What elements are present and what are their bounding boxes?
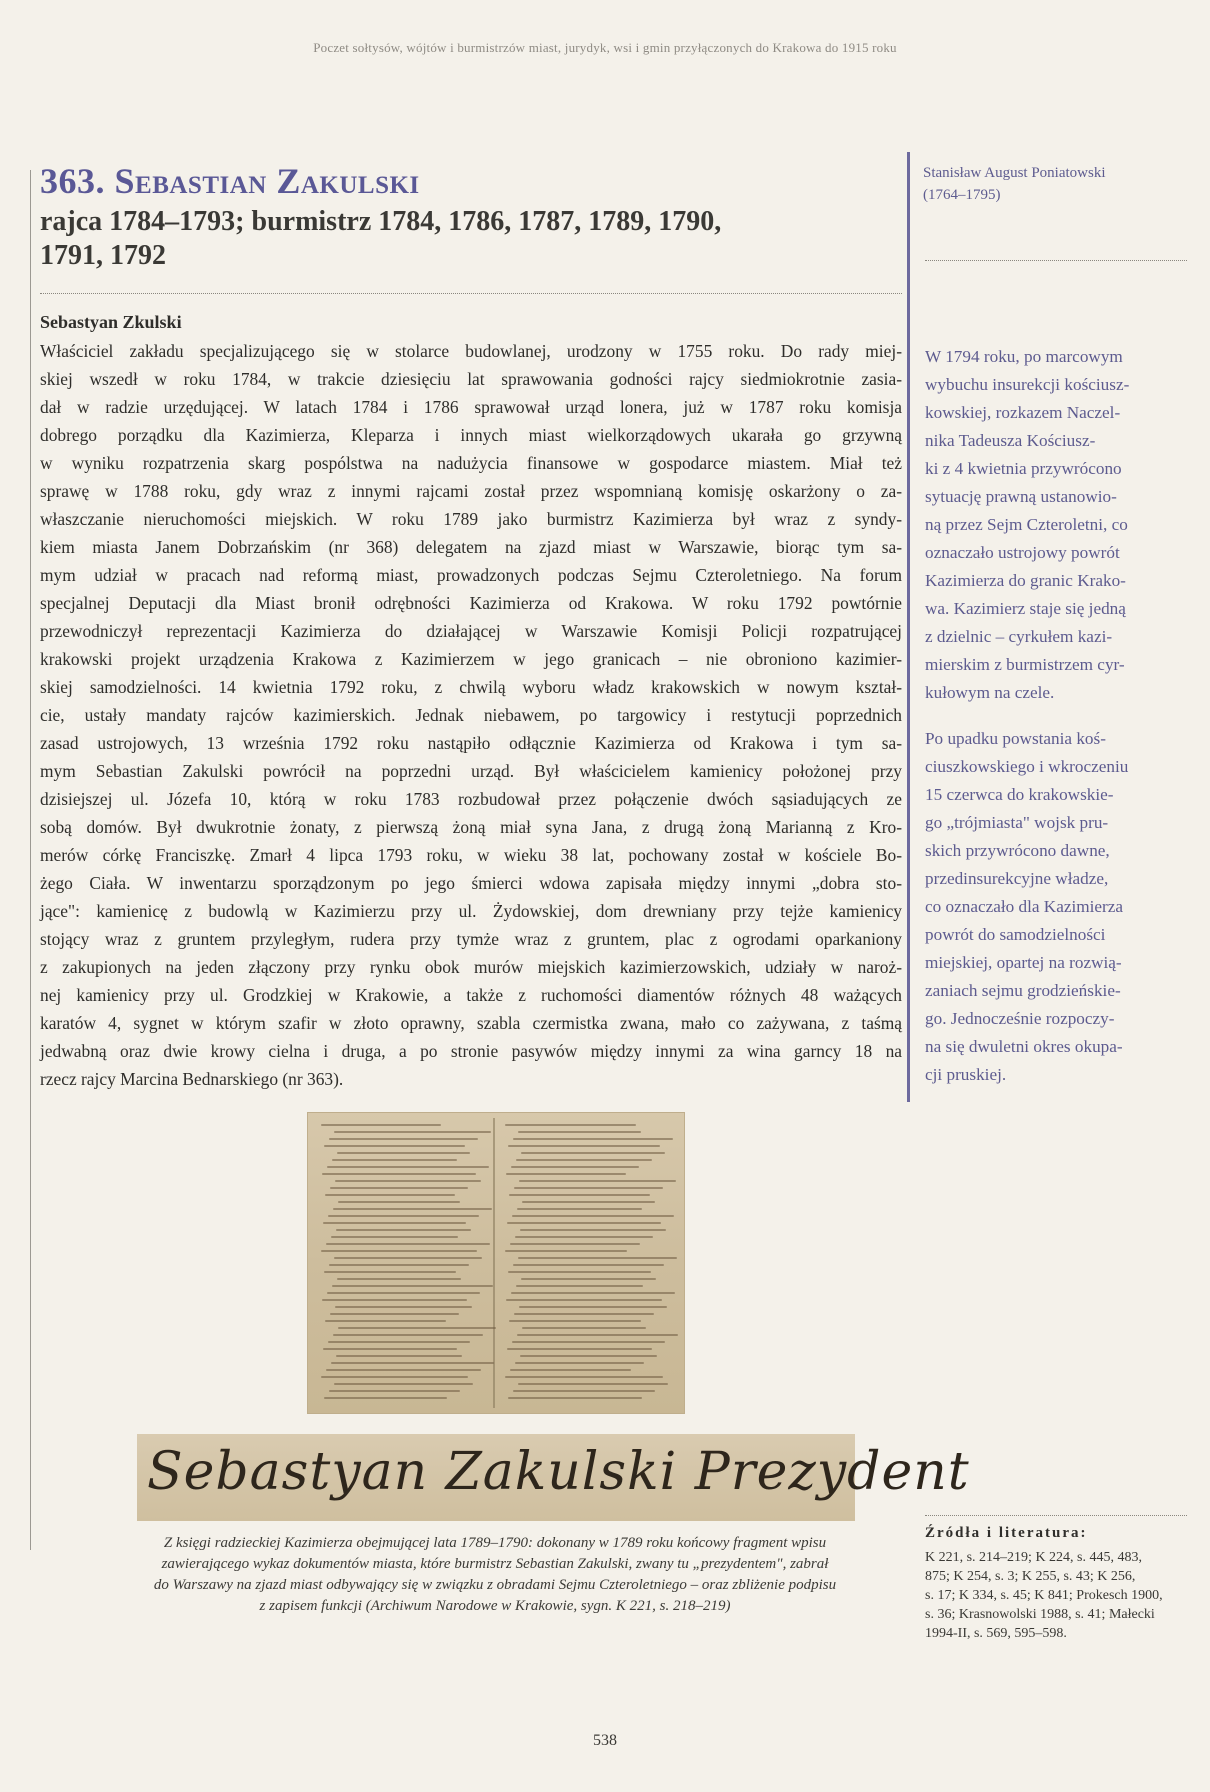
manuscript-handwriting-stroke (329, 1264, 469, 1266)
body-line: przewodniczył reprezentacji Kazimierza do działającej w Warszawie Komisji Policji rozpatrującej (40, 621, 902, 641)
manuscript-handwriting-stroke (338, 1327, 496, 1329)
manuscript-handwriting-stroke (517, 1208, 642, 1210)
manuscript-handwriting-stroke (508, 1271, 651, 1273)
body-line: dał w radzie urzędującej. W latach 1784 i 1786 sprawował urząd lonera, już w 1787 roku komisja (40, 397, 902, 417)
manuscript-handwriting-stroke (509, 1194, 650, 1196)
manuscript-handwriting-stroke (516, 1285, 643, 1287)
manuscript-handwriting-stroke (327, 1292, 480, 1294)
sidebar-line: oznaczało ustrojowy powrót (925, 543, 1120, 562)
manuscript-handwriting-stroke (513, 1264, 664, 1266)
body-line: z zakupionych na jeden złączony przy rynku obok murów miejskich kazimierzowskich, udziały w naroż- (40, 957, 902, 977)
entry-number: 363. (40, 161, 105, 201)
monarch-years: (1764–1795) (923, 187, 1001, 203)
manuscript-handwriting-stroke (333, 1334, 483, 1336)
sidebar-line: mierskim z burmistrzem cyr- (925, 655, 1125, 674)
manuscript-handwriting-stroke (328, 1341, 470, 1343)
sidebar-line: powrót do samodzielności (925, 925, 1106, 944)
source-line: s. 17; K 334, s. 45; K 841; Prokesch 1900, (925, 1588, 1163, 1603)
manuscript-handwriting-stroke (337, 1278, 461, 1280)
body-line: cie, ustały mandaty rajców kazimierskich. Jednak niebawem, po targowicy i restytucji poprzednich (40, 705, 902, 725)
sidebar-line: W 1794 roku, po marcowym (925, 347, 1123, 366)
entry-name: Sebastian Zakulski (114, 161, 420, 201)
sidebar-line: go „trójmiasta" wojsk pru- (925, 813, 1109, 832)
sidebar-line: na się dwuletni okres okupa- (925, 1037, 1123, 1056)
body-line: skiej wszedł w roku 1784, w trakcie dziesięciu lat sprawowania godności rajcy siedmiokrotnie zasia- (40, 369, 902, 389)
body-line: Właściciel zakładu specjalizującego się w stolarce budowlanej, urodzony w 1755 roku. Do rady miej- (40, 341, 902, 361)
body-line: jące": kamienicę z budowlą w Kazimierzu przy ul. Żydowskiej, dom drewniany przy tejże kamienicy (40, 901, 902, 921)
sidebar-line: ki z 4 kwietnia przywrócono (925, 459, 1122, 478)
sidebar-line: sytuację prawną ustanowio- (925, 487, 1117, 506)
manuscript-handwriting-stroke (321, 1250, 477, 1252)
alternate-name: Sebastyan Zkulski (40, 312, 182, 332)
entry-title (40, 160, 880, 202)
manuscript-handwriting-stroke (507, 1348, 652, 1350)
manuscript-handwriting-stroke (522, 1201, 655, 1203)
body-line: mym udział w pracach nad reformą miast, prowadzonych podczas Sejmu Czteroletniego. Na forum (40, 565, 902, 585)
manuscript-handwriting-stroke (515, 1236, 653, 1238)
manuscript-fold (493, 1118, 495, 1408)
body-line: dobrego porządku dla Kazimierza, Kleparza i innych miast wielkorządowych ukarała go grzywną (40, 425, 902, 445)
sidebar-line: z dzielnic – cyrkułem kazi- (925, 627, 1113, 646)
manuscript-handwriting-stroke (517, 1334, 678, 1336)
sidebar-line: zaniach sejmu grodzieńskie- (925, 981, 1121, 1000)
manuscript-handwriting-stroke (324, 1271, 456, 1273)
entry-roles (40, 205, 890, 273)
manuscript-handwriting-stroke (330, 1187, 468, 1189)
manuscript-handwriting-stroke (336, 1229, 471, 1231)
manuscript-handwriting-stroke (511, 1166, 639, 1168)
manuscript-handwriting-stroke (335, 1180, 481, 1182)
sidebar-line: 15 czerwca do krakowskie- (925, 785, 1114, 804)
body-line: kiem miasta Janem Dobrzańskim (nr 368) delegatem na zjazd miast w Warszawie, biorąc tym sa- (40, 537, 902, 557)
manuscript-handwriting-stroke (511, 1292, 675, 1294)
manuscript-handwriting-stroke (338, 1201, 460, 1203)
sidebar-line: wa. Kazimierz staje się jedną (925, 599, 1126, 618)
manuscript-handwriting-stroke (506, 1173, 626, 1175)
manuscript-handwriting-stroke (516, 1159, 652, 1161)
source-line: 1994-II, s. 569, 595–598. (925, 1626, 1067, 1641)
body-line: mym Sebastian Zakulski powrócił na poprzedni urząd. Był właścicielem kamienicy położonej przy (40, 761, 902, 781)
sidebar-paragraph (925, 725, 1187, 1089)
manuscript-handwriting-stroke (321, 1124, 441, 1126)
body-line: jedwabną oraz dwie krowy cielna i druga, a po stronie pasywów między innymi za wina garncy 18 na (40, 1041, 902, 1061)
entry-role-line: rajca 1784–1793; burmistrz 1784, 1786, 1787, 1789, 1790, (40, 206, 722, 237)
manuscript-image (307, 1112, 685, 1414)
manuscript-handwriting-stroke (336, 1355, 462, 1357)
manuscript-handwriting-stroke (328, 1215, 479, 1217)
manuscript-handwriting-stroke (519, 1180, 676, 1182)
body-line: żego Ciała. W inwentarzu sporządzonym po jego śmierci wdowa zapisała między innymi „dobra sto- (40, 873, 902, 893)
monarch-name: Stanisław August Poniatowski (923, 165, 1106, 181)
manuscript-handwriting-stroke (508, 1145, 660, 1147)
sources-heading: Źródła i literatura: (925, 1525, 1088, 1541)
caption-line: z zapisem funkcji (Archiwum Narodowe w Krakowie, sygn. K 221, s. 218–219) (259, 1598, 731, 1614)
signature-handwriting: Sebastyan Zakulski Prezydent (147, 1442, 970, 1502)
figure-caption (60, 1533, 930, 1617)
page-number: 538 (593, 1732, 617, 1749)
manuscript-handwriting-stroke (325, 1320, 446, 1322)
manuscript-handwriting-stroke (332, 1285, 493, 1287)
manuscript-handwriting-stroke (518, 1383, 668, 1385)
manuscript-handwriting-stroke (323, 1222, 466, 1224)
sidebar-line: ciuszkowskiego i wkroczeniu (925, 757, 1129, 776)
manuscript-handwriting-stroke (519, 1306, 667, 1308)
body-line: krakowski projekt urządzenia Krakowa z Kazimierzem w jego granicach – nie obroniono kazimier- (40, 649, 902, 669)
manuscript-handwriting-stroke (334, 1383, 473, 1385)
manuscript-handwriting-stroke (329, 1138, 478, 1140)
manuscript-handwriting-stroke (509, 1320, 641, 1322)
biography-text (40, 337, 902, 1089)
body-line: nej kamienicy przy ul. Grodzkiej w Krakowie, a także z ruchomości diamentów różnych 48 ważących (40, 985, 902, 1005)
sidebar-line: cji pruskiej. (925, 1065, 1007, 1084)
manuscript-handwriting-stroke (520, 1229, 666, 1231)
sidebar-line: kułowym na czele. (925, 683, 1055, 702)
manuscript-handwriting-stroke (508, 1397, 642, 1399)
manuscript-handwriting-stroke (512, 1341, 665, 1343)
manuscript-handwriting-stroke (323, 1348, 457, 1350)
manuscript-handwriting-stroke (325, 1194, 455, 1196)
sources-list (925, 1548, 1193, 1643)
manuscript-handwriting-stroke (326, 1369, 481, 1371)
body-line: w wyniku rozpatrzenia skarg pospólstwa na nadużycia finansowe w gospodarce miastem. Miał też (40, 453, 902, 473)
manuscript-handwriting-stroke (322, 1173, 476, 1175)
manuscript-handwriting-stroke (335, 1306, 472, 1308)
manuscript-handwriting-stroke (505, 1376, 663, 1378)
body-line: merów córkę Franciszkę. Zmarł 4 lipca 1793 roku, w wieku 38 lat, pochowany został w kościele Bo- (40, 845, 902, 865)
manuscript-handwriting-stroke (510, 1243, 640, 1245)
manuscript-handwriting-stroke (506, 1299, 662, 1301)
sidebar-line: wybuchu insurekcji kościusz- (925, 375, 1130, 394)
sidebar-line: go. Jednocześnie rozpoczy- (925, 1009, 1115, 1028)
manuscript-handwriting-stroke (513, 1138, 673, 1140)
manuscript-handwriting-stroke (331, 1362, 494, 1364)
caption-line: zawierającego wykaz dokumentów miasta, które burmistrz Sebastian Zakulski, zwany tu „prezydentem", zabrał (161, 1556, 829, 1572)
sidebar-line: miejskiej, opartej na rozwią- (925, 953, 1122, 972)
source-line: 875; K 254, s. 3; K 255, s. 43; K 256, (925, 1569, 1136, 1584)
caption-line: do Warszawy na zjazd miast odbywający się w związku z obradami Sejmu Czteroletniego – oraz zbliżenie podpisu (153, 1577, 837, 1593)
manuscript-handwriting-stroke (505, 1250, 627, 1252)
manuscript-handwriting-stroke (334, 1257, 482, 1259)
body-line: właszczanie nieruchomości miejskich. W roku 1789 jako burmistrz Kazimierza był wraz z syndy- (40, 509, 902, 529)
monarch-header (923, 162, 1193, 206)
manuscript-handwriting-stroke (332, 1159, 457, 1161)
entry-role-line: 1791, 1792 (40, 240, 166, 271)
manuscript-handwriting-stroke (513, 1390, 655, 1392)
manuscript-handwriting-stroke (321, 1376, 468, 1378)
manuscript-handwriting-stroke (333, 1208, 492, 1210)
manuscript-handwriting-stroke (337, 1152, 470, 1154)
sidebar-line: kowskiej, rozkazem Naczel- (925, 403, 1121, 422)
body-line: rzecz rajcy Marcina Bednarskiego (nr 363). (40, 1069, 344, 1089)
sidebar-notes (925, 343, 1187, 1107)
body-line: karatów 4, sygnet w którym szafir w złoto oprawny, szabla czermistka zwana, mało co zażywana, z taśmą (40, 1013, 902, 1033)
caption-line: Z księgi radzieckiej Kazimierza obejmującej lata 1789–1790: dokonany w 1789 roku końcowy fragment wpisu (163, 1535, 827, 1551)
sidebar-line: przedinsurekcyjne władze, (925, 869, 1109, 888)
body-line: sprawę w 1788 roku, gdy wraz z innymi rajcami został przez wspomnianą komisję oskarżony o za- (40, 481, 902, 501)
sidebar-line: ną przez Sejm Czteroletni, co (925, 515, 1128, 534)
sidebar-line: Kazimierza do granic Krako- (925, 571, 1126, 590)
manuscript-handwriting-stroke (326, 1243, 490, 1245)
manuscript-handwriting-stroke (521, 1278, 656, 1280)
left-margin-rule (30, 170, 31, 1550)
title-divider (40, 293, 902, 294)
manuscript-handwriting-stroke (514, 1313, 654, 1315)
manuscript-handwriting-stroke (334, 1131, 491, 1133)
manuscript-handwriting-stroke (520, 1355, 657, 1357)
source-line: s. 36; Krasnowolski 1988, s. 41; Małecki (925, 1607, 1155, 1622)
signature-image (137, 1434, 970, 1521)
manuscript-handwriting-stroke (322, 1299, 467, 1301)
body-line: stojący wraz z gruntem przyległym, rudera przy tymże wraz z gruntem, plac z ogrodami oparkaniony (40, 929, 902, 949)
manuscript-handwriting-stroke (327, 1166, 489, 1168)
manuscript-handwriting-stroke (518, 1131, 641, 1133)
manuscript-handwriting-stroke (521, 1152, 665, 1154)
sidebar-paragraph (925, 343, 1187, 707)
sidebar-line: skich przywrócono dawne, (925, 841, 1110, 860)
sidebar-divider (925, 260, 1187, 261)
running-head: Poczet sołtysów, wójtów i burmistrzów miast, jurydyk, wsi i gmin przyłączonych do Krakowa do 1915 roku (313, 40, 897, 55)
manuscript-handwriting-stroke (330, 1313, 459, 1315)
sidebar-line: Po upadku powstania koś- (925, 729, 1106, 748)
sidebar-divider-rule (907, 152, 910, 1102)
source-line: K 221, s. 214–219; K 224, s. 445, 483, (925, 1550, 1143, 1565)
manuscript-handwriting-stroke (324, 1145, 465, 1147)
manuscript-handwriting-stroke (514, 1187, 663, 1189)
body-line: sobą domów. Był dwukrotnie żonaty, z pierwszą żoną miał syna Jana, z drugą żoną Marianną z Kro- (40, 817, 902, 837)
sidebar-line: co oznaczało dla Kazimierza (925, 897, 1124, 916)
manuscript-handwriting-stroke (522, 1327, 646, 1329)
manuscript-handwriting-stroke (512, 1215, 674, 1217)
sidebar-line: nika Tadeusza Kościusz- (925, 431, 1096, 450)
body-line: zasad ustrojowych, 13 września 1792 roku nastąpiło odłącznie Kazimierza od Krakowa i tym sa- (40, 733, 902, 753)
manuscript-handwriting-stroke (518, 1257, 677, 1259)
sources-divider (925, 1515, 1187, 1516)
manuscript-handwriting-stroke (329, 1390, 460, 1392)
body-line: skiej samodzielności. 14 kwietnia 1792 roku, z chwilą wyboru władz krakowskich w nowym kształ- (40, 677, 902, 697)
manuscript-handwriting-stroke (331, 1236, 458, 1238)
manuscript-handwriting-stroke (507, 1222, 661, 1224)
body-line: specjalnej Deputacji dla Miast bronił odrębności Kazimierza od Krakowa. W roku 1792 powtórnie (40, 593, 902, 613)
body-line: dzisiejszej ul. Józefa 10, którą w roku 1783 rozbudował przez połączenie dwóch sąsiadujących ze (40, 789, 902, 809)
manuscript-handwriting-stroke (505, 1124, 636, 1126)
manuscript-handwriting-stroke (515, 1362, 644, 1364)
manuscript-handwriting-stroke (324, 1397, 447, 1399)
manuscript-handwriting-stroke (510, 1369, 631, 1371)
